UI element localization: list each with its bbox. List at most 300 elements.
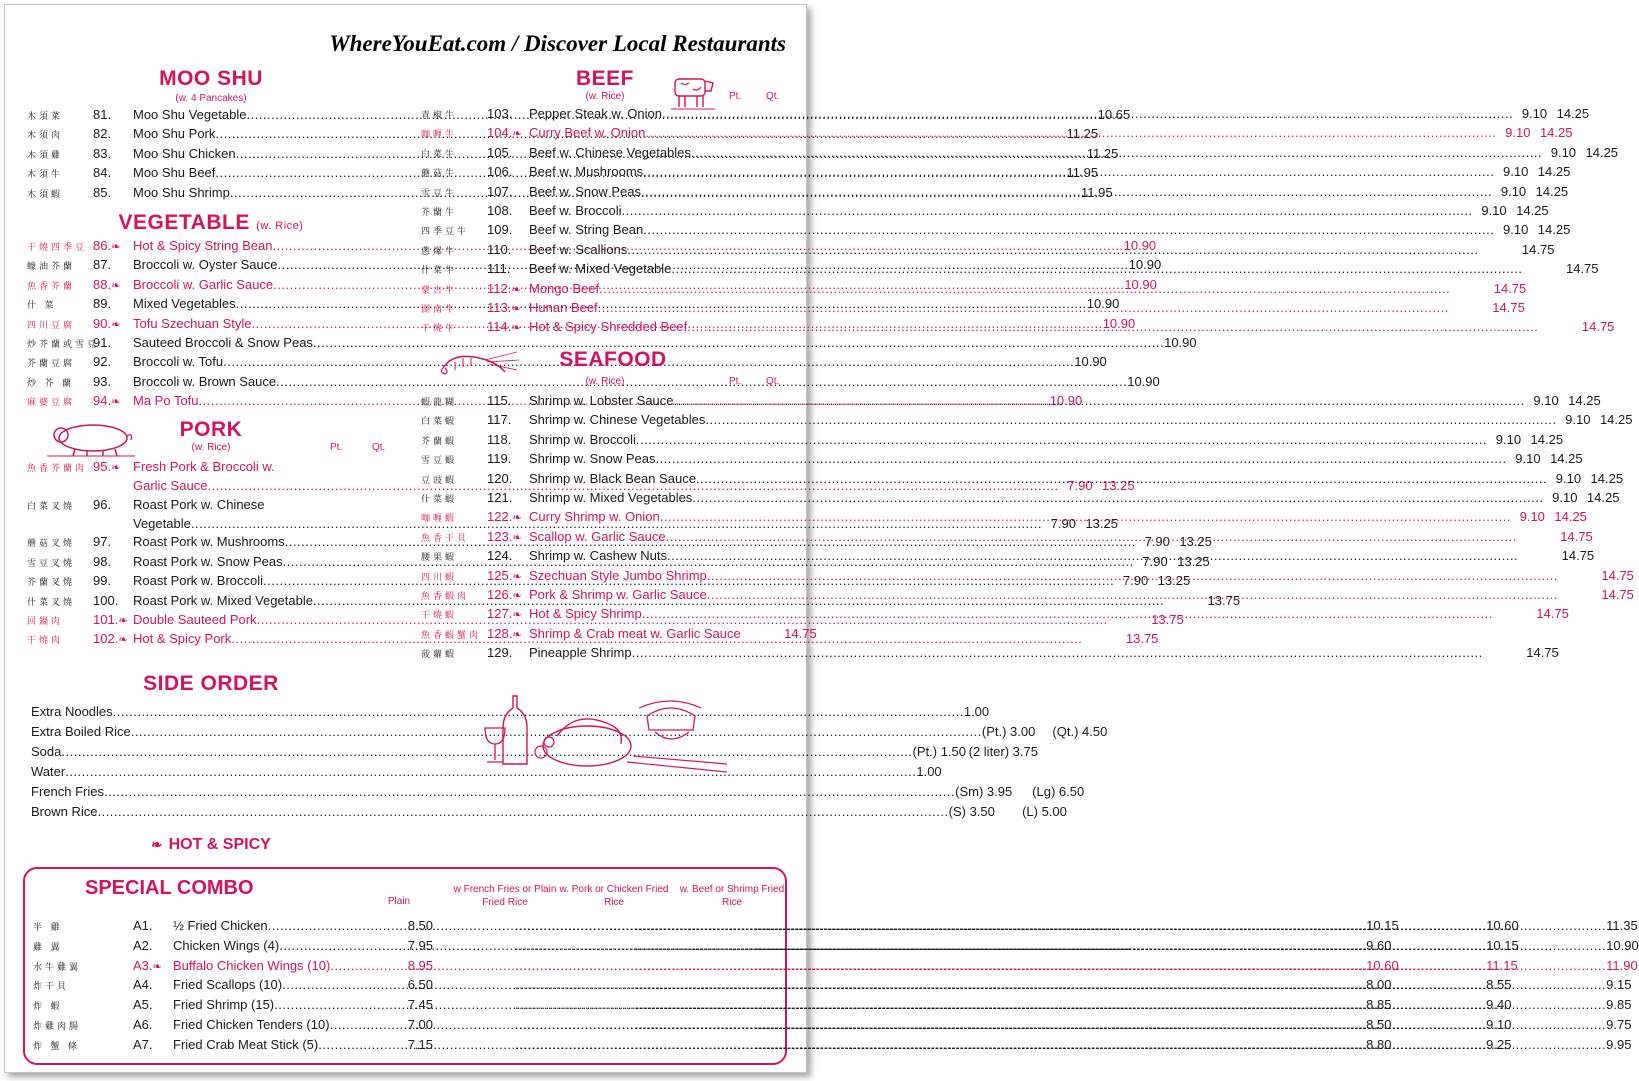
chinese-name: 干燒四季豆 bbox=[27, 242, 88, 253]
leader-dots bbox=[674, 392, 1525, 410]
item-price: 10.65 bbox=[1097, 107, 1131, 122]
chinese-name: 蘑菇叉燒 bbox=[27, 538, 76, 549]
chinese-name: 咖喱牛 bbox=[421, 129, 458, 140]
item-number bbox=[93, 276, 133, 295]
moo-shu-note: (w. 4 Pancakes) bbox=[175, 93, 247, 104]
item-price: 10.90 bbox=[1164, 335, 1197, 351]
item-price: 10.90 bbox=[1124, 276, 1157, 292]
hot-spicy-icon: ❧ bbox=[152, 960, 162, 973]
combo-name: Chicken Wings (4) bbox=[173, 937, 280, 953]
chinese-name: 豆豉蝦 bbox=[421, 474, 458, 485]
price-quart: 14.25 bbox=[1530, 431, 1564, 447]
chinese-name: 炒芥蘭或雪豆 bbox=[27, 339, 100, 350]
leader-dots bbox=[707, 567, 1558, 585]
item-number bbox=[487, 280, 529, 299]
price-quart: 14.25 bbox=[1586, 489, 1620, 505]
combo-row bbox=[33, 957, 1638, 977]
item-number bbox=[487, 299, 529, 318]
price-quart: 14.25 bbox=[1537, 164, 1571, 180]
leader-dots bbox=[755, 957, 1606, 975]
item-number bbox=[487, 241, 529, 259]
item-price: 11.95 bbox=[1080, 184, 1113, 200]
price-quart: 14.25 bbox=[1556, 106, 1590, 121]
leader-dots bbox=[599, 280, 1450, 298]
combo-row bbox=[33, 976, 1632, 996]
hot-spicy-icon: ❧ bbox=[512, 512, 522, 525]
item-number-text: 124. bbox=[487, 548, 513, 564]
combo-price-cell bbox=[515, 976, 1392, 994]
hot-spicy-icon: ❧ bbox=[512, 609, 522, 622]
combo-price: 8.50 bbox=[1366, 1016, 1392, 1032]
item-name: Extra Boiled Rice bbox=[31, 723, 131, 739]
item-number-text: 113. bbox=[487, 300, 512, 316]
item-number-text: 128. bbox=[487, 625, 513, 641]
combo-name-cell bbox=[173, 1036, 403, 1054]
item-name: Roast Pork w. Chinese bbox=[133, 496, 265, 512]
chinese-name: 炸雞肉腸 bbox=[33, 1020, 82, 1031]
seafood-item bbox=[421, 450, 1583, 469]
item-name: Mongo Beef bbox=[529, 280, 600, 296]
chinese-name: 蘑菇牛 bbox=[421, 168, 458, 179]
item-name: Moo Shu Chicken bbox=[133, 145, 236, 161]
price-pint: 7.90 bbox=[1050, 515, 1076, 531]
item-name: Soda bbox=[31, 743, 62, 759]
item-number-text: 86. bbox=[93, 238, 112, 254]
leader-dots bbox=[598, 299, 1449, 317]
item-name: Water bbox=[31, 763, 66, 779]
combo-name: Fried Scallops (10) bbox=[173, 977, 283, 993]
feast-illustration-icon bbox=[477, 686, 737, 776]
item-number bbox=[93, 592, 133, 610]
item-number-text: 122. bbox=[487, 509, 513, 525]
hot-spicy-icon: ❧ bbox=[512, 128, 522, 141]
combo-price: 9.40 bbox=[1486, 997, 1512, 1013]
vegetable-title-row bbox=[27, 211, 395, 235]
item-number-text: 93. bbox=[93, 373, 112, 389]
price-pint: 9.10 bbox=[1555, 470, 1582, 486]
item-number bbox=[487, 163, 529, 181]
item-number bbox=[487, 470, 529, 488]
item-number bbox=[93, 256, 133, 274]
combo-code bbox=[133, 917, 173, 935]
item-name: Hot & Spicy String Bean bbox=[133, 238, 273, 254]
item-number-text: 127. bbox=[487, 606, 513, 622]
item-number-text: 106. bbox=[487, 164, 513, 180]
item-number-text: 104. bbox=[487, 125, 513, 141]
item-number bbox=[487, 489, 529, 507]
leader-dots bbox=[662, 105, 1513, 123]
price-quart: 14.25 bbox=[1535, 183, 1569, 199]
item-number-text: 114. bbox=[487, 319, 512, 335]
combo-price: 8.55 bbox=[1486, 977, 1512, 993]
item-name: Szechuan Style Jumbo Shrimp bbox=[529, 567, 707, 583]
item-number-text: 103. bbox=[487, 106, 513, 121]
hot-spicy-label: HOT & SPICY bbox=[168, 835, 271, 853]
chinese-name: 魚香蝦蟹肉 bbox=[421, 629, 482, 640]
pork-qt-label: Qt. bbox=[372, 441, 386, 453]
hot-spicy-icon: ❧ bbox=[511, 303, 521, 316]
item-name: Moo Shu Pork bbox=[133, 126, 216, 142]
hot-spicy-icon: ❧ bbox=[118, 614, 128, 627]
chinese-name: 蒙古牛 bbox=[421, 284, 458, 295]
item-number-text: 112. bbox=[487, 280, 512, 296]
item-number-text: 109. bbox=[487, 222, 513, 238]
price-quart: 14.75 bbox=[1565, 261, 1599, 277]
item-name: Broccoli w. Garlic Sauce bbox=[133, 276, 274, 292]
beef-qt-label: Qt. bbox=[766, 91, 780, 102]
price-pint: 9.10 bbox=[1519, 509, 1545, 525]
item-price: 1.00 bbox=[963, 703, 990, 719]
item-name: Shrimp & Crab meat w. Garlic Sauce bbox=[529, 625, 741, 641]
leader-dots bbox=[707, 586, 1558, 604]
price-quart: 14.75 bbox=[784, 625, 817, 641]
item-name: Fresh Pork & Broccoli w. bbox=[133, 458, 275, 474]
item-name: Broccoli w. Brown Sauce bbox=[133, 373, 277, 389]
item-number-text: 87. bbox=[93, 257, 112, 273]
item-number bbox=[487, 124, 529, 143]
combo-code-text: A7. bbox=[133, 1036, 153, 1052]
chinese-name: 回鍋肉 bbox=[27, 615, 64, 626]
item-name: Pepper Steak w. Onion bbox=[529, 106, 662, 121]
item-number-text: 120. bbox=[487, 470, 513, 486]
item-number bbox=[93, 315, 133, 334]
combo-code bbox=[133, 937, 173, 955]
combo-code bbox=[133, 996, 173, 1014]
item-name: Roast Pork w. Mixed Vegetable bbox=[133, 592, 313, 608]
item-number-text: 107. bbox=[487, 183, 513, 199]
item-name: Shrimp w. Lobster Sauce bbox=[529, 392, 674, 408]
item-name: Roast Pork w. Snow Peas bbox=[133, 553, 283, 569]
item-name: Beef w. Snow Peas bbox=[529, 183, 642, 199]
price-large: (L) 5.00 bbox=[1022, 803, 1067, 819]
item-number bbox=[487, 625, 529, 644]
leader-dots bbox=[755, 1016, 1606, 1034]
chinese-name: 白菜牛 bbox=[421, 148, 458, 159]
item-number bbox=[487, 183, 529, 201]
combo-price: 8.85 bbox=[1366, 997, 1392, 1013]
leader-dots bbox=[691, 144, 1542, 162]
special-combo-box bbox=[23, 867, 1639, 1065]
price-quart: 14.25 bbox=[1590, 470, 1624, 486]
combo-price-cell bbox=[515, 917, 1399, 935]
leader-dots bbox=[755, 976, 1606, 994]
item-number bbox=[487, 605, 529, 624]
item-number bbox=[93, 392, 133, 411]
price-quart: 13.25 bbox=[1157, 573, 1191, 589]
combo-price: 10.15 bbox=[1366, 918, 1399, 933]
item-name: Beef w. Mushrooms bbox=[529, 164, 644, 180]
price-pint: 9.10 bbox=[1481, 203, 1507, 219]
price-pint: 9.10 bbox=[1500, 183, 1527, 199]
leader-dots bbox=[627, 241, 1478, 259]
chinese-name: 雪豆牛 bbox=[421, 187, 458, 198]
price-quart: 13.25 bbox=[1102, 478, 1135, 494]
item-name: Shrimp w. Snow Peas bbox=[529, 451, 656, 467]
chinese-name: 魚香芥蘭 bbox=[27, 280, 76, 291]
combo-price-cell bbox=[403, 937, 515, 955]
chinese-name: 菠蘿蝦 bbox=[421, 649, 458, 660]
side-order-item bbox=[31, 802, 1067, 822]
chinese-name: 麻婆豆腐 bbox=[27, 397, 76, 408]
item-number bbox=[93, 611, 133, 630]
combo-name-cell bbox=[173, 976, 403, 994]
price-small: (Sm) 3.95 bbox=[955, 783, 1013, 799]
item-number-text: 89. bbox=[93, 296, 112, 312]
combo-list bbox=[33, 917, 1639, 1056]
pork-note: (w. Rice) bbox=[191, 441, 231, 453]
item-number-text: 118. bbox=[487, 431, 512, 447]
combo-price: 11.35 bbox=[1606, 918, 1638, 933]
combo-price: 11.90 bbox=[1606, 957, 1638, 973]
price-quart: 14.75 bbox=[1526, 645, 1559, 661]
combo-price: 9.15 bbox=[1606, 977, 1632, 993]
item-number-text: 110. bbox=[487, 241, 512, 257]
item-price: 10.90 bbox=[1102, 315, 1136, 331]
item-name: Beef w. Mixed Vegetable bbox=[529, 261, 672, 277]
hot-spicy-icon: ❧ bbox=[512, 628, 522, 641]
leader-dots bbox=[755, 917, 1606, 935]
seafood-item bbox=[421, 431, 1564, 450]
combo-header-beef-shrimp: w. Beef or Shrimp Fried Rice bbox=[679, 884, 785, 908]
combo-header-plain: Plain bbox=[387, 896, 411, 907]
item-name: Curry Shrimp w. Onion bbox=[529, 509, 660, 525]
seafood-item bbox=[421, 411, 1633, 430]
combo-price: 9.85 bbox=[1606, 997, 1632, 1013]
price-quart: 14.25 bbox=[1550, 451, 1583, 467]
item-number-text: 126. bbox=[487, 586, 513, 602]
item-price: 1.00 bbox=[916, 763, 942, 779]
item-name: Hot & Spicy Shrimp bbox=[529, 606, 642, 622]
combo-price: 9.75 bbox=[1606, 1016, 1632, 1032]
combo-price: 8.80 bbox=[1366, 1036, 1392, 1052]
price-quart: 13.75 bbox=[1151, 611, 1184, 627]
combo-code-text: A6. bbox=[133, 1016, 153, 1032]
item-number-text: 105. bbox=[487, 144, 513, 160]
price-quart: 13.75 bbox=[1207, 592, 1241, 608]
chinese-name: 炸 蝦 bbox=[33, 1001, 63, 1012]
item-name: Broccoli w. Tofu bbox=[133, 354, 224, 370]
chinese-name: 青椒牛 bbox=[421, 110, 458, 120]
hot-spicy-icon: ❧ bbox=[111, 318, 121, 331]
hot-spicy-icon: ❧ bbox=[512, 570, 522, 583]
combo-code-text: A4. bbox=[133, 977, 153, 993]
combo-name: Fried Crab Meat Stick (5) bbox=[173, 1036, 319, 1052]
chinese-name: 芥蘭蝦 bbox=[421, 435, 458, 446]
price-quart: 14.25 bbox=[1516, 203, 1549, 219]
chinese-name: 四季豆牛 bbox=[421, 226, 470, 237]
beef-item bbox=[421, 202, 1549, 221]
leader-dots bbox=[643, 221, 1494, 239]
price-quart: 14.25 bbox=[1599, 412, 1633, 428]
item-number bbox=[93, 630, 133, 649]
leader-dots bbox=[643, 163, 1494, 181]
item-number-text: 81. bbox=[93, 107, 112, 122]
side-order-title: SIDE ORDER bbox=[143, 671, 279, 695]
leader-dots bbox=[755, 996, 1606, 1014]
price-pint: 9.10 bbox=[1521, 106, 1548, 121]
item-number bbox=[487, 105, 529, 123]
item-name: Curry Beef w. Onion bbox=[529, 125, 646, 141]
side-order-item bbox=[31, 742, 1038, 762]
price-quart: 14.75 bbox=[1601, 586, 1634, 602]
item-number bbox=[487, 221, 529, 239]
item-number-text: 96. bbox=[93, 496, 112, 512]
item-number bbox=[487, 547, 529, 565]
item-name: Beef w. Scallions bbox=[529, 241, 628, 257]
chinese-name: 干燒蝦 bbox=[421, 610, 458, 621]
shrimp-illustration-icon bbox=[437, 348, 521, 378]
price-pint: 9.10 bbox=[1495, 431, 1522, 447]
chinese-name: 芥蘭牛 bbox=[421, 207, 458, 218]
combo-price-cell bbox=[515, 1016, 1392, 1034]
chinese-name: 什菜牛 bbox=[421, 265, 458, 276]
chinese-name: 雞 翼 bbox=[33, 941, 63, 952]
combo-header-pork-chicken: w. Pork or Chicken Fried Rice bbox=[559, 884, 669, 908]
leader-dots bbox=[687, 318, 1538, 336]
combo-price: 9.10 bbox=[1486, 1016, 1512, 1032]
item-number-text: 111. bbox=[487, 261, 511, 277]
price-quart: 14.75 bbox=[1561, 548, 1595, 564]
item-price: 10.90 bbox=[1074, 354, 1107, 370]
beef-note: (w. Rice) bbox=[585, 91, 625, 102]
combo-name-cell bbox=[173, 957, 403, 975]
item-number bbox=[93, 237, 133, 256]
price-quart: 14.75 bbox=[1601, 567, 1634, 583]
chinese-name: 木須牛 bbox=[27, 169, 64, 180]
price-quart: 14.75 bbox=[1560, 528, 1593, 544]
leader-dots bbox=[667, 547, 1518, 565]
item-name: Ma Po Tofu bbox=[133, 393, 199, 409]
price-small: (Pt.) 3.00 bbox=[981, 723, 1036, 739]
item-name: Pineapple Shrimp bbox=[529, 645, 632, 661]
item-number bbox=[93, 572, 133, 590]
chinese-name: 木須菜 bbox=[27, 111, 64, 121]
chinese-name: 湖南牛 bbox=[421, 304, 458, 315]
seafood-col-headers bbox=[421, 376, 789, 390]
side-order-item bbox=[31, 722, 1108, 742]
leader-dots bbox=[671, 260, 1522, 278]
item-number bbox=[487, 411, 529, 429]
item-name-continued: Garlic Sauce bbox=[133, 478, 208, 494]
price-quart: 14.25 bbox=[1537, 222, 1571, 238]
pork-item bbox=[27, 496, 395, 515]
hot-spicy-legend bbox=[27, 836, 395, 854]
price-small: (Pt.) 1.50 bbox=[912, 743, 966, 759]
item-number bbox=[487, 392, 529, 410]
item-number-text: 119. bbox=[487, 451, 512, 467]
combo-price: 9.25 bbox=[1486, 1036, 1512, 1052]
vegetable-sub: (w. Rice) bbox=[256, 220, 304, 233]
combo-price: 9.60 bbox=[1366, 937, 1392, 953]
price-quart: 13.25 bbox=[1177, 553, 1210, 569]
chinese-name: 炸干貝 bbox=[33, 981, 70, 992]
price-quart: 14.25 bbox=[1568, 392, 1601, 408]
hot-spicy-icon: ❧ bbox=[512, 589, 522, 602]
item-number bbox=[93, 373, 133, 391]
pork-pt-label: Pt. bbox=[330, 441, 343, 453]
menu-page bbox=[4, 4, 1639, 1073]
item-number-text: 90. bbox=[93, 315, 112, 331]
leader-dots bbox=[666, 528, 1517, 546]
hot-spicy-icon: ❧ bbox=[111, 461, 121, 474]
hot-spicy-icon: ❧ bbox=[512, 531, 522, 544]
item-name: Beef w. Broccoli bbox=[529, 203, 622, 219]
price-quart: 14.25 bbox=[1585, 144, 1619, 160]
combo-header-fries: w French Fries or Plain Fried Rice bbox=[453, 884, 557, 908]
price-pint: 7.90 bbox=[1142, 553, 1168, 569]
seafood-item bbox=[421, 489, 1620, 508]
chinese-name: 雪豆蝦 bbox=[421, 455, 458, 466]
item-number-text: 102. bbox=[93, 631, 119, 647]
chinese-name: 腰果蝦 bbox=[421, 552, 458, 563]
combo-price: 7.95 bbox=[407, 937, 433, 953]
leader-dots bbox=[641, 183, 1492, 201]
seafood-note: (w. Rice) bbox=[585, 375, 625, 387]
combo-price: 7.15 bbox=[407, 1036, 433, 1052]
combo-price: 10.60 bbox=[1486, 918, 1519, 933]
vegetable-item bbox=[27, 334, 1197, 353]
hot-leaf-icon: ❧ bbox=[151, 836, 163, 852]
combo-price: 10.90 bbox=[1606, 937, 1639, 953]
chinese-name: 魚香干貝 bbox=[421, 532, 470, 543]
chinese-name: 水牛雞翼 bbox=[33, 961, 82, 972]
chinese-name: 半 雞 bbox=[33, 922, 63, 932]
chinese-name: 雪豆叉燒 bbox=[27, 557, 76, 568]
price-small: (S) 3.50 bbox=[948, 803, 995, 819]
item-price: 10.90 bbox=[1128, 257, 1162, 273]
price-pint: 9.10 bbox=[1550, 144, 1577, 160]
item-price: 10.90 bbox=[1086, 296, 1120, 312]
item-number-text: 95. bbox=[93, 458, 112, 474]
combo-price: 8.50 bbox=[407, 918, 433, 933]
leader-dots bbox=[97, 802, 948, 822]
item-name: Sauteed Broccoli & Snow Peas bbox=[133, 335, 313, 351]
item-number-text: 123. bbox=[487, 528, 513, 544]
price-pint: 9.10 bbox=[1515, 451, 1541, 467]
item-name: French Fries bbox=[31, 783, 104, 799]
item-name: Shrimp w. Cashew Nuts bbox=[529, 548, 667, 564]
item-price: 10.90 bbox=[1123, 238, 1157, 254]
item-number-text: 121. bbox=[487, 489, 513, 505]
combo-price: 9.95 bbox=[1606, 1036, 1632, 1052]
beef-title: BEEF bbox=[575, 67, 634, 90]
combo-name: Buffalo Chicken Wings (10) bbox=[173, 957, 331, 973]
price-pint: 9.10 bbox=[1505, 125, 1531, 141]
chinese-name: 什菜蝦 bbox=[421, 493, 458, 504]
combo-price-cell bbox=[403, 996, 515, 1014]
combo-price: 7.00 bbox=[407, 1016, 433, 1032]
combo-price-cell bbox=[515, 1036, 1392, 1054]
leader-dots bbox=[705, 411, 1556, 429]
item-name: Hot & Spicy Pork bbox=[133, 631, 232, 647]
item-number-text: 99. bbox=[93, 573, 112, 589]
item-price: 10.90 bbox=[1127, 373, 1160, 389]
combo-code bbox=[133, 957, 173, 977]
chinese-name: 蝦龍糊 bbox=[421, 396, 458, 407]
item-name: Pork & Shrimp w. Garlic Sauce bbox=[529, 586, 707, 602]
site-banner: WhereYouEat.com / Discover Local Restaurants bbox=[329, 31, 786, 56]
combo-price-cell bbox=[403, 917, 515, 935]
combo-row bbox=[33, 1036, 1632, 1056]
combo-row bbox=[33, 996, 1632, 1016]
leader-dots bbox=[632, 644, 1483, 662]
price-pint: 9.10 bbox=[1503, 222, 1529, 238]
pork-item bbox=[27, 458, 395, 477]
item-number bbox=[93, 458, 133, 477]
item-name: Shrimp w. Mixed Vegetables bbox=[529, 489, 693, 505]
combo-name-cell bbox=[173, 937, 403, 955]
combo-price: 10.15 bbox=[1486, 937, 1519, 953]
